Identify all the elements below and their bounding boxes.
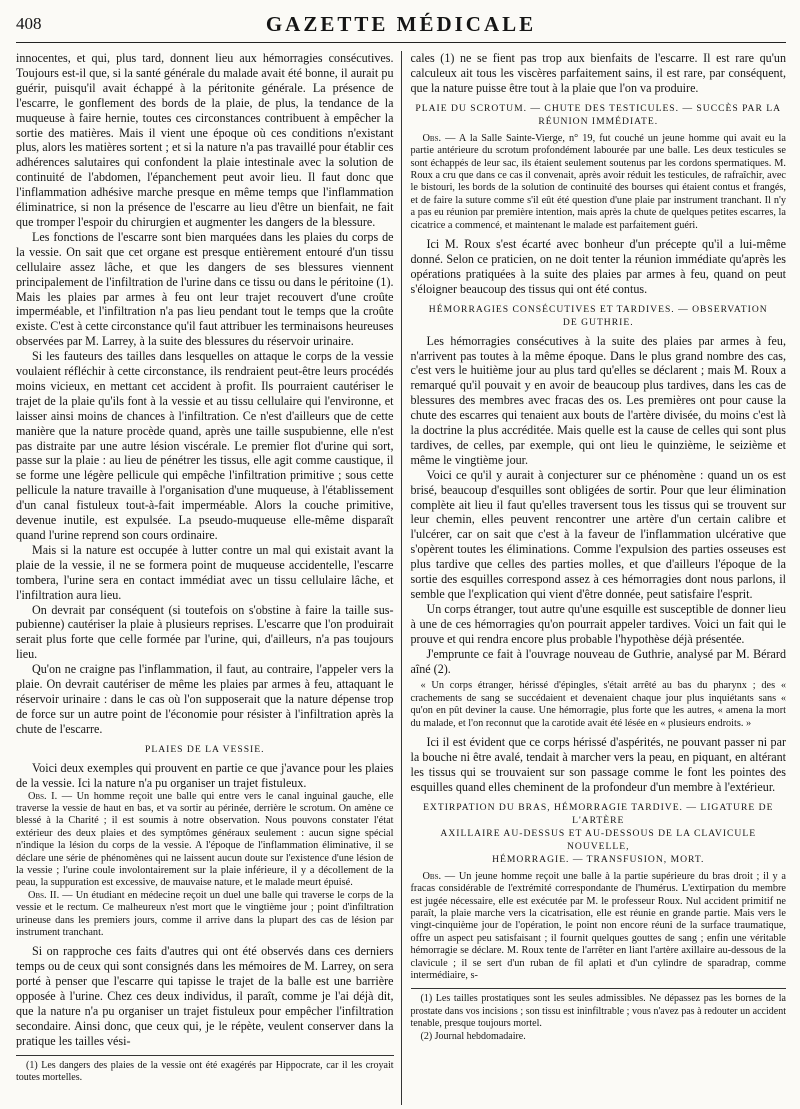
heading-line: AXILLAIRE AU-DESSUS ET AU-DESSOUS DE LA CLAVICULE NOUVELLE, xyxy=(440,827,757,852)
section-heading xyxy=(411,801,787,866)
footnote: (2) Journal hebdomadaire. xyxy=(420,1030,526,1042)
quotation-text: « Un corps étranger, hérissé d'épingles, s'était arrêté au bas du pharynx ; des « crachements de sang se succédaient et devenaient chaque jour plus inquiétants sans « qu'on en pût deviner la cause. Une hémorragie, plus forte que les autres, « amena la mort du malade, et l'on reconnut que la carotide avait été lésée en « plusieurs endroits. » xyxy=(410,680,786,729)
journal-title: GAZETTE MÉDICALE xyxy=(265,12,537,36)
quotation xyxy=(411,680,787,730)
paragraph: Voici deux exemples qui prouvent en partie ce que j'avance pour les plaies de la vessie. Ici la nature n'a pu organiser un trajet fistuleux. xyxy=(16,760,394,790)
heading-line: PLAIE DU SCROTUM. — CHUTE DES TESTICULES. — SUCCÈS PAR LA xyxy=(415,102,782,114)
heading-line: RÉUNION IMMÉDIATE. xyxy=(538,115,659,127)
heading-line: HÉMORRAGIES CONSÉCUTIVES ET TARDIVES. — OBSERVATION xyxy=(428,303,768,315)
paragraph: Qu'on ne craigne pas l'inflammation, il faut, au contraire, l'appeler vers la plaie. On devrait cautériser de même les plaies par armes à feu, attaquant le réservoir urinaire : dans le cas où l'on supposerait que la nature dépense trop de force sur un autre point de l'économie pour résister à l'infiltration après la chute de l'escarre. xyxy=(16,662,394,736)
observation-label: Obs. II. xyxy=(28,889,60,901)
observation xyxy=(411,871,787,983)
paragraph: Si les fauteurs des tailles dans lesquelles on attaque le corps de la vessie voulaient réfléchir à cette circonstance, ils rendraient peut-être leurs procédés moins vicieux, en mettant cet accident à profit. Ils pourraient cautériser le trajet de la plaie qu'ils font à la vessie et au tissu cellulaire qui l'environne, et laisser ainsi moins de chances à l'infiltration. Ce n'est d'ailleurs que de cette manière que la nature procède quand, après une taille suspubienne, elle n'est pas distraite par une autre lésion viscérale. Le premier flot d'urine qui sort, passe sur la plaie : au lieu de pénétrer les tissus, elle agit comme caustique, il se forme une légère pellicule qui empêche l'infiltration primitive ; sous cette pellicule la nature travaille à l'organisation d'une muqueuse, à l'établissement d'un canal fistuleux tout-à-fait imperméable. Alors la couche primitive, devenue inutile, est expulsée. La pseudo-muqueuse elle-même disparaît quand l'urine reprend son cours ordinaire. xyxy=(16,349,394,542)
paragraph: innocentes, et qui, plus tard, donnent lieu aux hémorragies consécutives. Toujours est-il que, si la santé générale du malade avait été bonne, il aurait pu guérir, puisqu'il avait échappé à la péritonite générale. La présence de l'escarre, le gonflement des bords de la plaie, de plus, la tendance de la muqueuse à faire hernie, toutes ces circonstances contribuent à empêcher la sortie des matières. Mais il vient une époque où ces conditions n'existant plus, alors les matières sortent ; et si la nature n'a pas travaillé pour établir ces adhérences salutaires qui confondent la plaie intestinale avec la solution de continuité de l'abdomen, l'épanchement peut avoir lieu. Il faut donc que l'inflammation adhésive marche presque en même temps que l'inflammation éliminatrice, si non la présence de l'escarre au lieu d'être un bienfait, ne fait que tromper l'espoir du chirurgien et augmenter les dangers de la blessure. xyxy=(16,51,394,229)
footnotes xyxy=(411,993,787,1043)
left-column xyxy=(16,51,401,1105)
paragraph: Si on rapproche ces faits d'autres qui ont été observés dans ces derniers temps ou de ceux qui sont consignés dans les mémoires de M. Larrey, on sera porté à penser que l'escarre qui tapisse le trajet de la balle est une barrière opposée à l'urine. Chez ces deux individus, il paraît, comme je l'ai déjà dit, que la nature n'a pu organiser un trajet fistuleux pour empêcher l'infiltration secondaire. Ainsi donc, que ceux qui, je le répète, veulent conserver dans la pratique les tailles vési- xyxy=(16,944,394,1048)
observation-block xyxy=(411,133,787,232)
observation-block xyxy=(16,791,394,940)
heading-line: HÉMORRAGIE. — TRANSFUSION, MORT. xyxy=(492,853,705,865)
observation-block xyxy=(411,871,787,983)
paragraph: cales (1) ne se fient pas trop aux bienfaits de l'escarre. Il est rare qu'un calculeux ait tous les viscères parfaitement sains, il est rare, par conséquent, que la nature puisse être tout à la plaie que l'on va produire. xyxy=(410,51,786,95)
section-heading: PLAIES DE LA VESSIE. xyxy=(145,743,265,755)
observation-label: Obs. xyxy=(422,870,442,882)
footnote-divider xyxy=(411,988,787,989)
paragraph: Un corps étranger, tout autre qu'une esquille est susceptible de donner lieu à une de ces hémorragies qu'on pourrait appeler tardives. Voici un fait qui le prouve et qui rendra encore plus probable l'hypothèse déjà présentée. xyxy=(410,601,786,646)
paragraph: J'emprunte ce fait à l'ouvrage nouveau de Guthrie, analysé par M. Bérard aîné (2). xyxy=(410,646,786,676)
observation-label: Obs. xyxy=(422,132,442,144)
footnote: (1) Les dangers des plaies de la vessie ont été exagérés par Hippocrate, car il les croyait toutes mortelles. xyxy=(16,1059,394,1084)
observation xyxy=(16,791,394,890)
footnotes xyxy=(16,1060,394,1085)
observation-text: — Un jeune homme reçoit une balle à la partie supérieure du bras droit ; il y a fracas considérable de l'extrémité correspondante de l'humérus. L'extirpation du membre est jugée nécessaire, elle est exécutée par M. le professeur Roux. Nul accident primitif ne paraît, la plaie marche vers la cicatrisation, elle est réunie en grande partie. Mais vers le vingt-cinquième jour de l'opération, le point non encore réuni de la surface traumatique, offre un aspect peu satisfaisant ; il fournit quelques gouttes de sang ; enfin une véritable hémorragie se déclare. M. Roux tente de l'arrêter en liant l'artère axillaire au-dessous de la clavicule ; il se sert d'un ruban de fil aplati et d'un cylindre de sparadrap, comme intermédiaire, s- xyxy=(410,870,786,981)
section-heading xyxy=(411,102,787,128)
paragraph: Mais si la nature est occupée à lutter contre un mal qui existait avant la plaie de la vessie, il ne se formera point de muqueuse accidentelle, l'escarre tombera, l'urine sera en contact immédiat avec un tissu cellulaire lâche, et l'infiltration aura lieu. xyxy=(16,542,394,602)
right-column xyxy=(402,51,787,1105)
observation xyxy=(411,133,787,232)
observation xyxy=(16,890,394,940)
paragraph: On devrait par conséquent (si toutefois on s'obstine à faire la taille sus-pubienne) cautériser la plaie à plusieurs reprises. L'escarre que l'on produirait serait plus forte que celle formée par l'urine, qui, d'ailleurs, n'a pas toujours lieu. xyxy=(16,602,394,662)
observation-text: — A la Salle Sainte-Vierge, n° 19, fut couché un jeune homme qui avait eu la partie antérieure du scrotum profondément labourée par une balle. Les deux testicules se sont échappés de leur sac, ils étaient seulement soutenus par les cordons spermatiques. M. Roux a cru que dans ce cas il convenait, après avoir réduit les testicules, de rafraîchir, avec le bistouri, les bords de la solution de continuité des bourses qui étaient contus et frangés, et de faire la suture comme s'il eût été question d'une plaie par instrument tranchant. Il n'y a pas eu réunion par première intention, mais après la chute de quelques petites escarres, la cicatrice a commencé, et maintenant le malade est parfaitement guéri. xyxy=(410,132,786,231)
observation-label: Obs. I. xyxy=(28,790,58,802)
footnote: (1) Les tailles prostatiques sont les seules admissibles. Ne dépassez pas les bornes de la prostate dans vos incisions ; son tissu est ininfiltrable ; vous n'avez pas à redouter un accident tenable, presque toujours mortel. xyxy=(410,993,786,1030)
page-header xyxy=(16,12,786,43)
paragraph: Voici ce qu'il y aurait à conjecturer sur ce phénomène : quand un os est brisé, beaucoup d'esquilles sont obligées de sortir. Pour que leur élimination complète ait lieu il faut qu'elles traversent tous les tissus qui se trouvent sur leur chemin, elles peuvent rencontrer une artère d'un certain calibre et l'ulcérer, car on sait que c'est à la faveur de l'inflammation ulcérative que s'opèrent toutes les éliminations. Comme l'expulsion des parties osseuses est plus tardive que celles des parties molles, et que d'ailleurs l'époque de la sortie des esquilles correspond assez à ces hémorragies dont nous parlons, il semble que l'explication qui vient d'être donnée, peut satisfaire l'esprit. xyxy=(410,467,786,601)
section-heading xyxy=(411,303,787,329)
observation-text: — Un homme reçoit une balle qui entre vers le canal inguinal gauche, elle traverse la vessie de haut en bas, et va sortir au périnée, derrière le scrotum. On amène ce blessé à la Charité ; il est soumis à notre observation. Nous pouvons constater l'état extérieur des deux plaies et des symptômes généraux seulement : aucun signe spécial n'indique la lésion du corps de la vessie. A l'époque de l'inflammation éliminative, il se déclare une série de phénomènes qui ne laissent aucun doute sur l'existence d'une lésion de la vessie ; l'urine coule involontairement sur la plaie inférieure, il y a décollement de la peau, la suppuration est excessive, de mauvaise nature, et le malade meurt épuisé. xyxy=(16,790,394,889)
text-columns xyxy=(16,51,786,1105)
observation-text: — Un étudiant en médecine reçoit un duel une balle qui traverse le corps de la vessie et le rectum. Ce malheureux n'est mort que le vingtième jour ; point d'infiltration urineuse dans les premiers jours, comme il arrive dans la plupart des cas de lésion par instrument tranchant. xyxy=(16,889,394,938)
page-number: 408 xyxy=(16,14,42,33)
paragraph: Les fonctions de l'escarre sont bien marquées dans les plaies du corps de la vessie. On sait que cet organe est presque entièrement entouré d'un tissu cellulaire assez lâche, et que les dangers de ses blessures viennent principalement de l'infiltration de l'urine dans ce tissu ou dans le péritoine (1). Mais les plaies par armes à feu ont leur trajet recouvert d'une croûte imperméable, et l'infiltration n'a pas lieu pendant tout le temps que la croûte existe. C'est à cette circonstance qu'il faut attribuer les terminaisons heureuses observées par M. Larrey, à la suite des blessures du réservoir urinaire. xyxy=(16,229,394,349)
heading-line: DE GUTHRIE. xyxy=(562,316,634,328)
paragraph: Ici M. Roux s'est écarté avec bonheur d'un précepte qu'il a lui-même donné. Selon ce praticien, on ne doit tenter la réunion immédiate qu'après les opérations pratiquées à la suite des plaies par armes à feu, quand on peut s'éloigner beaucoup des tissus qui ont été contus. xyxy=(410,236,786,296)
heading-line: EXTIRPATION DU BRAS, HÉMORRAGIE TARDIVE. — LIGATURE DE L'ARTÈRE xyxy=(423,801,774,826)
paragraph: Les hémorragies consécutives à la suite des plaies par armes à feu, n'arrivent pas toutes à la même époque. Dans le plus grand nombre des cas, c'est vers le huitième jour au plus tard qu'elles se déclarent ; mais M. Roux a remarqué qu'il pouvait y en avoir de beaucoup plus tardives, dans les cas de blessures des membres avec fracas des os. Les premières ont pour cause la chute des escarres qui tenaient aux bouts de l'artère divisée, du moins c'est là la doctrine la plus accréditée. Mais quelle est la cause de celles qui sont plus tardives, de celles, par exemple, qui ont lieu le quinzième, le seizième et même le vingtième jour. xyxy=(410,333,786,467)
footnote-divider xyxy=(16,1055,394,1056)
paragraph: Ici il est évident que ce corps hérissé d'aspérités, ne pouvant passer ni par la bouche ni être avalé, tendait à marcher vers la peau, en piquant, en altérant les tissus qui se trouvaient sur son passage comme le font les pointes des esquilles quand elles cheminent de la profondeur d'un membre à l'extérieur. xyxy=(410,735,786,794)
